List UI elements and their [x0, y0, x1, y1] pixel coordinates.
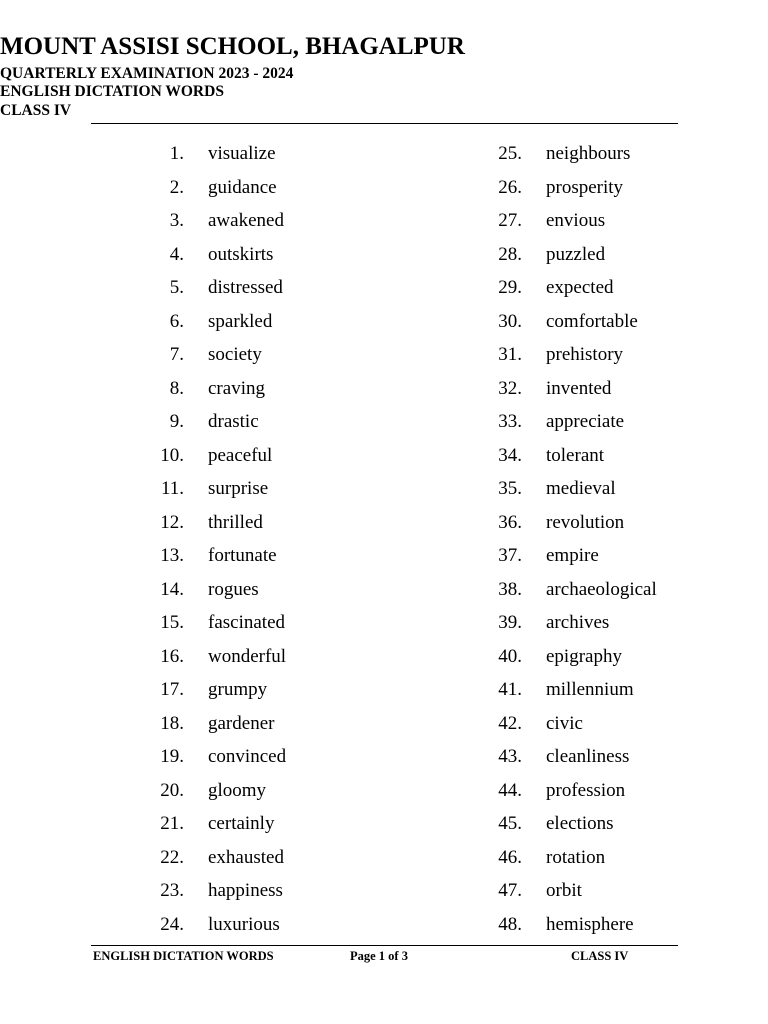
item-number: 16. — [160, 645, 184, 667]
item-number: 10. — [160, 444, 184, 466]
item-number: 12. — [160, 511, 184, 533]
dictation-word: guidance — [208, 176, 277, 198]
dictation-word: cleanliness — [546, 746, 630, 767]
item-number: 25. — [498, 143, 522, 164]
dictation-word: luxurious — [208, 913, 280, 935]
dictation-word: peaceful — [208, 444, 273, 466]
item-number: 19. — [160, 746, 184, 767]
exam-title: QUARTERLY EXAMINATION 2023 - 2024 — [0, 65, 294, 82]
item-number: 20. — [160, 779, 184, 801]
dictation-word: craving — [208, 377, 265, 399]
item-number: 33. — [498, 411, 522, 432]
dictation-word: envious — [546, 210, 606, 231]
dictation-word: hemisphere — [546, 913, 634, 935]
item-number: 11. — [160, 478, 184, 499]
dictation-word: outskirts — [208, 243, 274, 265]
item-number: 9. — [169, 411, 184, 432]
item-number: 28. — [498, 243, 522, 265]
dictation-word: convinced — [208, 746, 287, 767]
item-number: 43. — [498, 746, 522, 767]
item-number: 47. — [498, 880, 522, 901]
header-divider — [91, 123, 678, 124]
dictation-word: prehistory — [546, 344, 624, 365]
dictation-word: civic — [546, 712, 583, 734]
dictation-word: thrilled — [208, 511, 263, 533]
dictation-word: orbit — [546, 880, 582, 901]
item-number: 26. — [498, 176, 522, 198]
dictation-word: puzzled — [546, 243, 606, 265]
dictation-word: surprise — [208, 478, 269, 499]
dictation-word: empire — [546, 545, 599, 566]
item-number: 36. — [498, 511, 522, 533]
dictation-word: grumpy — [208, 679, 268, 700]
item-number: 39. — [498, 612, 522, 633]
dictation-word: epigraphy — [546, 645, 622, 667]
item-number: 6. — [169, 310, 184, 332]
item-number: 22. — [160, 846, 184, 868]
dictation-word: appreciate — [546, 411, 625, 432]
dictation-word: rogues — [208, 578, 259, 600]
item-number: 37. — [498, 545, 522, 566]
dictation-word: happiness — [208, 880, 283, 901]
item-number: 18. — [160, 712, 184, 734]
dictation-word: comfortable — [546, 310, 638, 332]
dictation-word: elections — [546, 813, 614, 834]
dictation-word: medieval — [546, 478, 616, 499]
school-name: MOUNT ASSISI SCHOOL, BHAGALPUR — [0, 33, 465, 60]
dictation-word: rotation — [546, 846, 606, 868]
dictation-word: prosperity — [546, 176, 624, 198]
item-number: 24. — [160, 913, 184, 935]
dictation-word: wonderful — [208, 645, 287, 667]
item-number: 35. — [498, 478, 522, 499]
item-number: 27. — [498, 210, 522, 231]
item-number: 13. — [160, 545, 184, 566]
subject-title: ENGLISH DICTATION WORDS — [0, 83, 224, 100]
dictation-word: gardener — [208, 712, 275, 734]
dictation-word: profession — [546, 779, 626, 801]
item-number: 4. — [169, 243, 184, 265]
item-number: 38. — [498, 578, 522, 600]
item-number: 46. — [498, 846, 522, 868]
dictation-word: tolerant — [546, 444, 605, 466]
dictation-word: expected — [546, 277, 614, 298]
footer-divider — [91, 945, 678, 946]
dictation-word: certainly — [208, 813, 275, 834]
dictation-word: visualize — [208, 143, 276, 164]
dictation-word: drastic — [208, 411, 259, 432]
item-number: 42. — [498, 712, 522, 734]
dictation-word: neighbours — [546, 143, 631, 164]
dictation-word: invented — [546, 377, 612, 399]
footer-page-number: Page 1 of 3 — [350, 949, 408, 963]
class-title: CLASS IV — [0, 102, 72, 119]
item-number: 30. — [498, 310, 522, 332]
dictation-word: revolution — [546, 511, 625, 533]
dictation-word: fascinated — [208, 612, 286, 633]
item-number: 2. — [169, 176, 184, 198]
item-number: 31. — [498, 344, 522, 365]
dictation-word: awakened — [208, 210, 284, 231]
dictation-word: archaeological — [546, 578, 657, 600]
item-number: 17. — [160, 679, 184, 700]
footer-subject: ENGLISH DICTATION WORDS — [93, 949, 274, 963]
item-number: 48. — [498, 913, 522, 935]
dictation-word: archives — [546, 612, 610, 633]
item-number: 7. — [169, 344, 184, 365]
item-number: 5. — [169, 277, 184, 298]
footer-class: CLASS IV — [571, 949, 629, 963]
item-number: 32. — [498, 377, 522, 399]
item-number: 40. — [498, 645, 522, 667]
item-number: 3. — [169, 210, 184, 231]
item-number: 23. — [160, 880, 184, 901]
item-number: 15. — [160, 612, 184, 633]
item-number: 44. — [498, 779, 522, 801]
item-number: 1. — [169, 143, 184, 164]
item-number: 41. — [498, 679, 522, 700]
dictation-word: fortunate — [208, 545, 277, 566]
item-number: 14. — [160, 578, 184, 600]
dictation-word: sparkled — [208, 310, 273, 332]
dictation-word: society — [208, 344, 262, 365]
dictation-word: distressed — [208, 277, 283, 298]
item-number: 45. — [498, 813, 522, 834]
item-number: 29. — [498, 277, 522, 298]
item-number: 8. — [169, 377, 184, 399]
dictation-word: millennium — [546, 679, 634, 700]
item-number: 21. — [160, 813, 184, 834]
dictation-word: exhausted — [208, 846, 284, 868]
item-number: 34. — [498, 444, 522, 466]
dictation-word: gloomy — [208, 779, 267, 801]
